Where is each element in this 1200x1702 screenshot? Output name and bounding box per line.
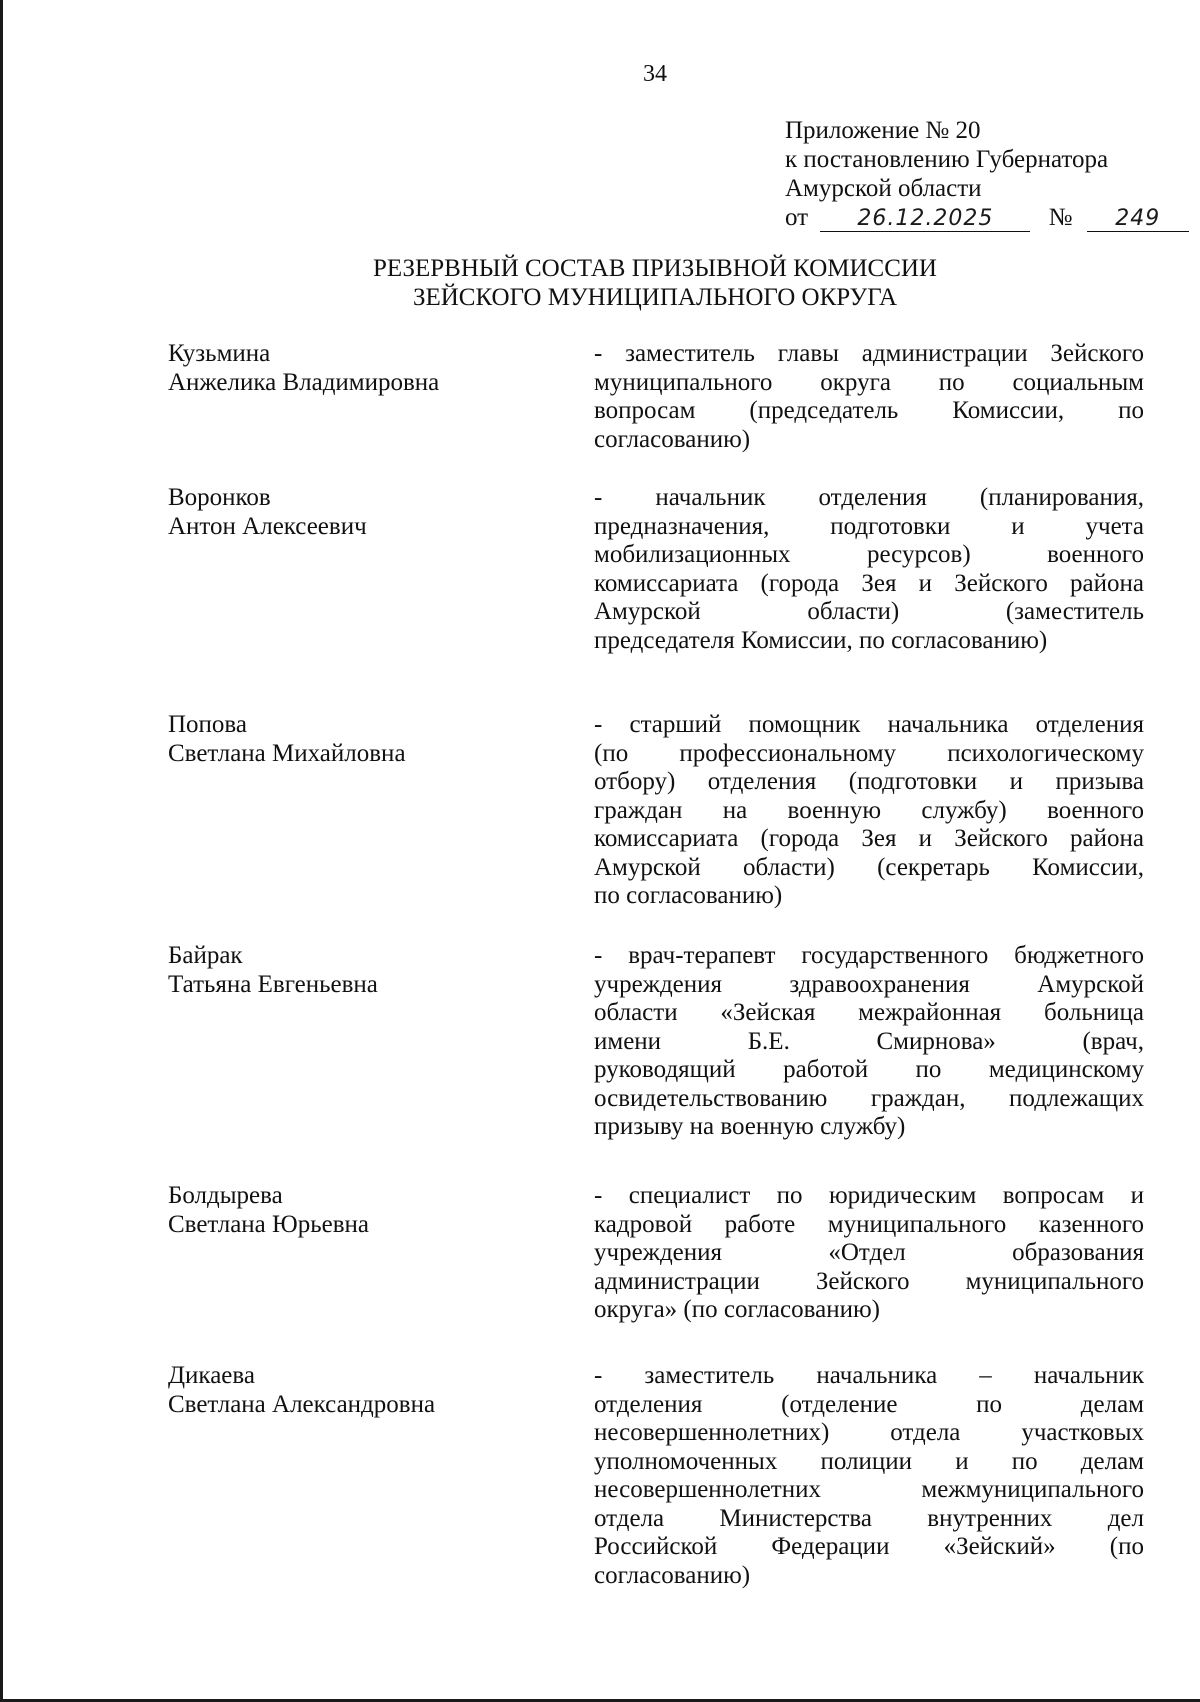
from-label: от (785, 204, 809, 231)
role-line: имени Б.Е. Смирнова» (врач, (594, 1027, 1144, 1055)
role-line: Российской Федерации «Зейский» (по (594, 1533, 1144, 1560)
role-line: Амурской области) (заместитель (594, 598, 1144, 625)
title-line-2: ЗЕЙСКОГО МУНИЦИПАЛЬНОГО ОКРУГА (412, 284, 898, 311)
role-line: округа» (по согласованию) (594, 1296, 880, 1323)
role-line: отдела Министерства внутренних дел (594, 1504, 1144, 1532)
member-role (594, 1182, 1144, 1325)
member-given-names: Светлана Александровна (168, 1390, 436, 1418)
member-role (594, 942, 1144, 1142)
member-name (168, 1362, 435, 1419)
member-role (594, 484, 1144, 655)
role-line: несовершеннолетних) отдела участковых (594, 1419, 1144, 1446)
role-line: граждан на военную службу) военного (594, 796, 1144, 824)
document-title (0, 254, 1200, 312)
role-line: предназначения, подготовки и учета (594, 512, 1144, 540)
member-surname: Болдырева (168, 1182, 283, 1209)
member-surname: Попова (168, 711, 248, 738)
member-name (168, 1182, 369, 1239)
member-name (168, 340, 439, 397)
member-name (168, 484, 367, 541)
role-line: руководящий работой по медицинскому (594, 1056, 1144, 1083)
role-line: - специалист по юридическим вопросам и (594, 1182, 1144, 1209)
member-surname: Дикаева (168, 1362, 255, 1389)
title-line-1: РЕЗЕРВНЫЙ СОСТАВ ПРИЗЫВНОЙ КОМИССИИ (372, 255, 937, 282)
member-given-names: Антон Алексеевич (168, 512, 367, 540)
role-line: комиссариата (города Зея и Зейского района (594, 825, 1144, 852)
role-line: комиссариата (города Зея и Зейского района (594, 569, 1144, 597)
member-given-names: Татьяна Евгеньевна (168, 970, 378, 998)
member-given-names: Анжелика Владимировна (168, 368, 440, 396)
role-line: согласованию) (594, 1561, 751, 1589)
role-line: вопросам (председатель Комиссии, по (594, 397, 1144, 424)
appendix-line-3: Амурской области (785, 175, 982, 202)
role-line: несовершеннолетних межмуниципального (594, 1476, 1144, 1503)
member-surname: Байрак (168, 942, 243, 969)
role-line: - врач-терапевт государственного бюджетного (594, 942, 1144, 969)
role-line: отбору) отделения (подготовки и призыва (594, 768, 1144, 795)
role-line: мобилизационных ресурсов) военного (594, 541, 1144, 568)
role-line: муниципального округа по социальным (594, 368, 1144, 396)
handwritten-date: 26.12.2025 (820, 207, 1030, 232)
role-line: - заместитель начальника – начальник (594, 1362, 1144, 1389)
member-role (594, 711, 1144, 911)
member-role (594, 340, 1144, 454)
role-line: - заместитель главы администрации Зейского (594, 340, 1144, 367)
appendix-line-1: Приложение № 20 (785, 117, 981, 144)
page-number: 34 (643, 61, 667, 87)
member-surname: Кузьмина (168, 340, 271, 367)
member-name (168, 942, 378, 999)
role-line: кадровой работе муниципального казенного (594, 1210, 1144, 1238)
handwritten-number: 249 (1087, 207, 1189, 232)
appendix-date-number-row (785, 203, 1189, 232)
member-given-names: Светлана Юрьевна (168, 1210, 370, 1238)
appendix-header (785, 116, 1189, 232)
role-line: (по профессиональному психологическому (594, 739, 1144, 767)
appendix-line-2: к постановлению Губернатора (785, 146, 1109, 173)
role-line: Амурской области) (секретарь Комиссии, (594, 853, 1144, 881)
role-line: учреждения здравоохранения Амурской (594, 970, 1144, 998)
role-line: отделения (отделение по делам (594, 1390, 1144, 1418)
member-role (594, 1362, 1144, 1590)
role-line: призыву на военную службу) (594, 1113, 906, 1140)
role-line: освидетельствованию граждан, подлежащих (594, 1084, 1144, 1112)
role-line: - старший помощник начальника отделения (594, 711, 1144, 738)
member-given-names: Светлана Михайловна (168, 739, 406, 767)
role-line: администрации Зейского муниципального (594, 1267, 1144, 1295)
role-line: области «Зейская межрайонная больница (594, 999, 1144, 1026)
role-line: по согласованию) (594, 882, 783, 909)
role-line: уполномоченных полиции и по делам (594, 1447, 1144, 1475)
member-name (168, 711, 406, 768)
role-line: согласованию) (594, 425, 751, 453)
role-line: учреждения «Отдел образования (594, 1239, 1144, 1266)
number-label: № (1048, 204, 1073, 231)
role-line: - начальник отделения (планирования, (594, 484, 1144, 511)
role-line: председателя Комиссии, по согласованию) (594, 626, 1048, 654)
member-surname: Воронков (168, 484, 271, 511)
